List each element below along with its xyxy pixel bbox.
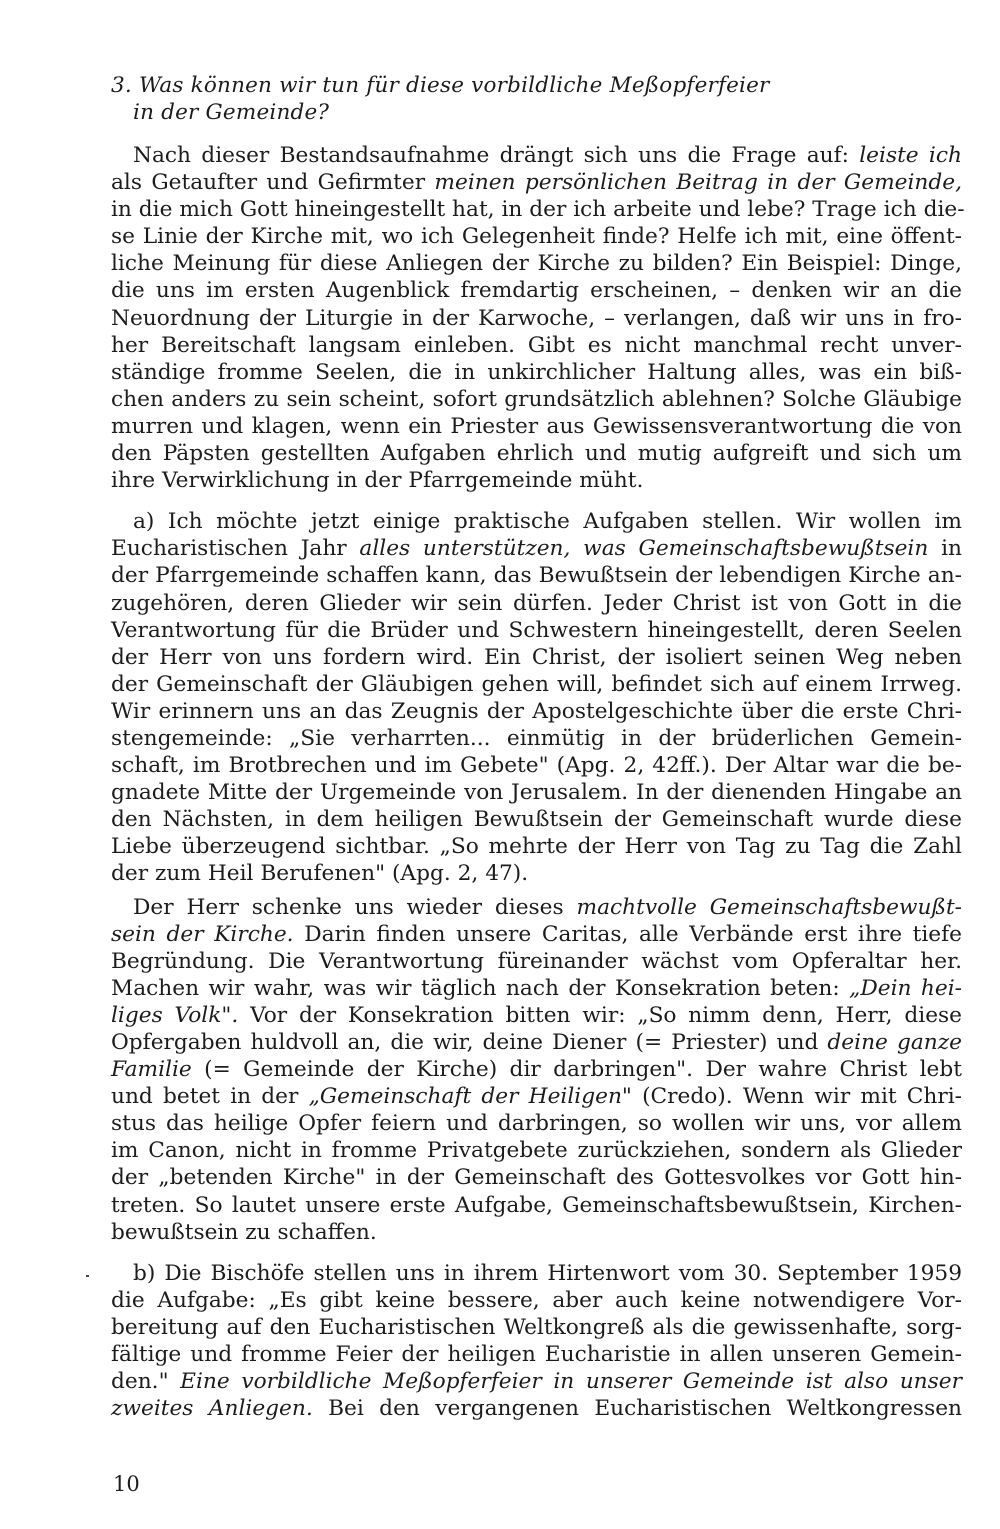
text-run: stengemeinde: „Sie verharrten... einmütig in der brüderlichen Gemein- xyxy=(111,725,962,751)
page-number: 10 xyxy=(113,1472,140,1496)
text-run: stus das heilige Opfer feiern und darbringen, so wollen wir uns, vor allem xyxy=(111,1111,962,1137)
text-run: Begründung. Die Verantwortung füreinander wächst vom Opferaltar her. xyxy=(111,948,962,974)
text-run: fältige und fromme Feier der heiligen Eucharistie in allen unseren Gemein- xyxy=(111,1342,962,1368)
para3-line xyxy=(111,1110,962,1137)
para3-line xyxy=(111,975,962,1002)
para2-line xyxy=(111,671,962,698)
para3-line xyxy=(111,1137,962,1164)
text-run: Der Herr schenke uns wieder dieses xyxy=(133,894,577,920)
text-run: Wir erinnern uns an das Zeugnis der Apostelgeschichte über die erste Chri- xyxy=(111,698,962,724)
para3-line xyxy=(111,1083,962,1110)
text-run: bereitung auf den Eucharistischen Weltkongreß als die gewissenhafte, sorg- xyxy=(111,1314,962,1340)
para2-line xyxy=(111,535,962,562)
emphasis-text: Eine vorbildliche Meßopferfeier in unserer Gemeinde ist also unser xyxy=(180,1369,962,1395)
paragraph-2 xyxy=(111,508,962,887)
text-run: die uns im ersten Augenblick fremdartig erscheinen, – denken wir an die xyxy=(111,278,962,304)
para1-line xyxy=(111,413,962,440)
para3-line xyxy=(111,1002,962,1029)
text-run: Machen wir wahr, was wir täglich nach der Konsekration beten: xyxy=(111,975,850,1001)
para4-line xyxy=(111,1260,962,1287)
text-run: den Nächsten, in dem heiligen Bewußtsein der Gemeinschaft wurde diese xyxy=(111,807,962,833)
text-run: und betet in der xyxy=(111,1084,309,1110)
text-run: Eucharistischen Jahr xyxy=(111,536,360,562)
heading-line-1: 3. Was können wir tun für diese vorbildliche Meßopferfeier xyxy=(111,73,770,98)
para1-line xyxy=(111,440,962,467)
text-run: Verantwortung für die Brüder und Schwestern hineingestellt, deren Seelen xyxy=(111,617,962,643)
text-run: (= Gemeinde der Kirche) dir darbringen". Der wahre Christ lebt xyxy=(191,1057,962,1083)
text-run: Darin finden unsere Caritas, alle Verbände erst ihre tiefe xyxy=(293,921,963,947)
para4-line xyxy=(111,1287,962,1314)
paragraph-3 xyxy=(111,894,962,1246)
para1-line xyxy=(111,359,962,386)
para1-line xyxy=(111,250,962,277)
text-run: der Herr von uns fordern wird. Ein Christ, der isoliert seinen Weg neben xyxy=(111,644,962,670)
para2-line xyxy=(111,508,962,535)
text-run: der Gemeinschaft der Gläubigen gehen will, befindet sich auf einem Irrweg. xyxy=(111,671,962,697)
para4-line xyxy=(111,1341,962,1368)
paragraph-4 xyxy=(111,1260,962,1423)
para1-line xyxy=(111,277,962,304)
para4-line xyxy=(111,1395,962,1422)
para2-line xyxy=(111,860,962,887)
text-run: a) Ich möchte jetzt einige praktische Aufgaben stellen. Wir wollen im xyxy=(133,509,962,535)
text-run: in xyxy=(928,536,962,562)
text-run: (Credo). Wenn wir mit Chri- xyxy=(631,1084,962,1110)
heading-line-2: in der Gemeinde? xyxy=(133,100,330,125)
para1-line xyxy=(111,467,962,494)
text-run: der „betenden Kirche" in der Gemeinschaft des Gottesvolkes vor Gott hin- xyxy=(111,1165,962,1191)
para2-line xyxy=(111,590,962,617)
text-run: der Pfarrgemeinde schaffen kann, das Bewußtsein der lebendigen Kirche an- xyxy=(111,563,962,589)
para3-line xyxy=(111,948,962,975)
emphasis-text: zweites Anliegen. xyxy=(111,1396,313,1422)
text-run: Liebe überzeugend sichtbar. „So mehrte der Herr von Tag zu Tag die Zahl xyxy=(111,834,962,860)
paragraph-1 xyxy=(111,142,965,494)
emphasis-text: deine ganze xyxy=(827,1030,962,1055)
para2-line xyxy=(111,806,962,833)
para2-line xyxy=(111,698,962,725)
emphasis-text: meinen persönlichen Beitrag in der Gemeinde, xyxy=(434,170,962,196)
text-run: die Aufgabe: „Es gibt keine bessere, aber auch keine notwendigere Vor- xyxy=(111,1287,962,1313)
text-run: gnadete Mitte der Urgemeinde von Jerusalem. In der dienenden Hingabe an xyxy=(111,780,962,806)
text-run: Opfergaben huldvoll an, die wir, deine Diener (= Priester) und xyxy=(111,1030,828,1055)
para2-line xyxy=(111,779,962,806)
para2-line xyxy=(111,562,962,589)
para3-line xyxy=(111,894,962,921)
emphasis-text: leiste ich xyxy=(859,143,962,168)
para3-line xyxy=(111,1056,962,1083)
text-run: Nach dieser Bestandsaufnahme drängt sich uns die Frage auf: xyxy=(133,143,860,168)
text-run: Vor der Konsekration bitten wir: „So nimm denn, Herr, diese xyxy=(238,1002,962,1028)
text-run: schaft, im Brotbrechen und im Gebete" (Apg. 2, 42ff.). Der Altar war die be- xyxy=(111,753,962,779)
para4-line xyxy=(111,1314,962,1341)
para1-line xyxy=(111,332,962,359)
text-run: Neuordnung der Liturgie in der Karwoche, – verlangen, daß wir uns in fro- xyxy=(111,305,962,331)
emphasis-text: „Dein hei- xyxy=(849,975,963,1001)
text-run: murren und klagen, wenn ein Priester aus Gewissensverantwortung die von xyxy=(111,413,962,439)
text-run: b) Die Bischöfe stellen uns in ihrem Hirtenwort vom 30. September 1959 xyxy=(133,1260,962,1286)
body-text xyxy=(111,142,965,1422)
text-run: Bei den vergangenen Eucharistischen Weltkongressen xyxy=(312,1396,962,1422)
para2-line xyxy=(111,644,962,671)
text-run: im Canon, nicht in fromme Privatgebete zurückziehen, sondern als Glieder xyxy=(111,1138,962,1164)
para1-line xyxy=(111,223,962,250)
text-run: se Linie der Kirche mit, wo ich Gelegenheit finde? Helfe ich mit, eine öffent- xyxy=(111,224,962,250)
emphasis-text: sein der Kirche. xyxy=(111,921,294,947)
emphasis-text: Familie xyxy=(111,1057,192,1083)
text-run: chen anders zu sein scheint, sofort grundsätzlich ablehnen? Solche Gläubige xyxy=(111,386,962,412)
text-run: bewußtsein zu schaffen. xyxy=(111,1219,377,1245)
para3-line xyxy=(111,1029,962,1056)
para2-line xyxy=(111,752,962,779)
para3-line xyxy=(111,1164,962,1191)
text-run: den." xyxy=(111,1369,181,1395)
para3-line xyxy=(111,1192,962,1219)
para1-line xyxy=(111,196,965,223)
text-run: als Getaufter und Gefirmter xyxy=(111,170,435,196)
para2-line xyxy=(111,833,962,860)
emphasis-text: alles unterstützen, was Gemeinschaftsbewußtsein xyxy=(359,536,929,562)
emphasis-text: „Gemeinschaft der Heiligen" xyxy=(308,1084,632,1110)
para1-line xyxy=(111,386,962,413)
text-run: ständige fromme Seelen, die in unkirchlicher Haltung alles, was ein biß- xyxy=(111,359,962,385)
section-heading xyxy=(111,72,831,126)
para1-line xyxy=(111,305,962,332)
para3-line xyxy=(111,1219,962,1246)
text-run: ihre Verwirklichung in der Pfarrgemeinde müht. xyxy=(111,468,644,494)
text-run: den Päpsten gestellten Aufgaben ehrlich und mutig aufgreift und sich um xyxy=(111,441,962,467)
para3-line xyxy=(111,921,962,948)
emphasis-text: liges Volk". xyxy=(111,1002,239,1028)
text-run: liche Meinung für diese Anliegen der Kirche zu bilden? Ein Beispiel: Dinge, xyxy=(111,251,962,277)
para4-line xyxy=(111,1368,962,1395)
text-run: her Bereitschaft langsam einleben. Gibt es nicht manchmal recht unver- xyxy=(111,332,962,358)
text-run: treten. So lautet unsere erste Aufgabe, Gemeinschaftsbewußtsein, Kirchen- xyxy=(111,1192,962,1218)
text-run: zugehören, deren Glieder wir sein dürfen. Jeder Christ ist von Gott in die xyxy=(111,590,962,616)
para2-line xyxy=(111,725,962,752)
text-run: in die mich Gott hineingestellt hat, in der ich arbeite und lebe? Trage ich die- xyxy=(111,197,965,223)
para1-line xyxy=(111,169,962,196)
para2-line xyxy=(111,617,962,644)
text-run: der zum Heil Berufenen" (Apg. 2, 47). xyxy=(111,861,529,887)
para1-line xyxy=(111,142,962,169)
emphasis-text: machtvolle Gemeinschaftsbewußt- xyxy=(576,894,962,920)
margin-mark xyxy=(86,1275,89,1277)
